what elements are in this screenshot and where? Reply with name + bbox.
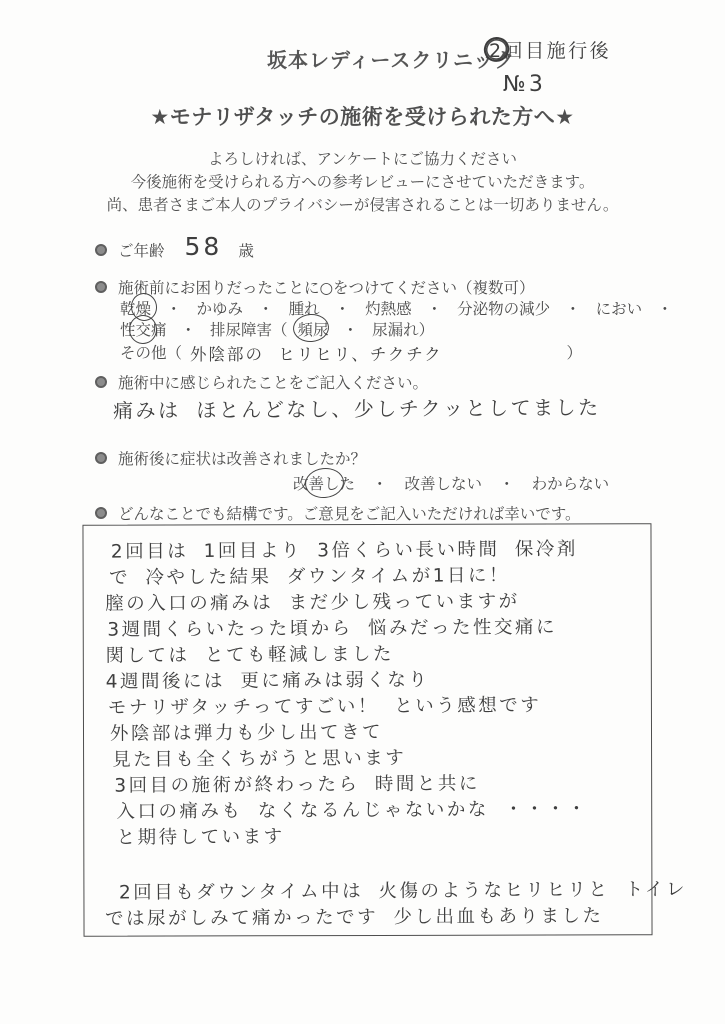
symptom-option-burning: 灼熱感 bbox=[365, 300, 412, 318]
handwritten-note-line1 bbox=[487, 36, 611, 63]
symptom-options-row1 bbox=[120, 297, 673, 319]
option-separator: ・ bbox=[657, 300, 673, 318]
handwritten-session-note bbox=[487, 36, 611, 97]
option-separator: ・ bbox=[372, 475, 388, 493]
option-separator: ・ bbox=[426, 300, 443, 318]
comment-line: 3回目の施術が終わったら 時間と共に bbox=[114, 773, 480, 797]
bullet-icon bbox=[95, 281, 107, 293]
comment-line: 膣の入口の痛みは まだ少し残っていますが bbox=[105, 591, 520, 615]
option-separator: ・ bbox=[565, 300, 581, 318]
symptom-option-intercourse-pain-label: 性交痛 bbox=[120, 321, 167, 339]
symptom-other-handwritten-answer: 外陰部の ヒリヒリ、チクチク bbox=[190, 345, 443, 364]
comments-question-label: どんなことでも結構です。ご意見をご記入いただければ幸いです。 bbox=[118, 505, 581, 523]
option-separator: ・ bbox=[166, 300, 182, 318]
intro-paragraph bbox=[0, 148, 725, 217]
age-answer: 58 bbox=[184, 232, 223, 261]
option-separator: ・ bbox=[334, 300, 351, 318]
intro-line-1: よろしければ、アンケートにご協力ください bbox=[207, 150, 518, 168]
during-treatment-question bbox=[95, 371, 428, 393]
comment-line: 2回目は 1回目より 3倍くらい長い時間 保冷剤 bbox=[110, 538, 578, 563]
intro-line-2: 今後施術を受けられる方への参考レビューにさせていただきます。 bbox=[130, 173, 595, 191]
comment-box bbox=[82, 523, 688, 936]
improvement-option-improved bbox=[293, 472, 355, 494]
option-separator: ・ bbox=[180, 321, 197, 339]
bullet-icon bbox=[95, 244, 107, 256]
improvement-option-not-improved: 改善しない bbox=[404, 475, 483, 493]
improvement-option-improved-label: 改善した bbox=[293, 475, 356, 493]
comment-line: 外陰部は弾力も少し出てきて bbox=[109, 721, 384, 745]
symptom-options-row3 bbox=[120, 340, 582, 364]
option-separator: ・ bbox=[342, 321, 359, 339]
comment-line: 入口の痛みも なくなるんじゃないかな ・・・・ bbox=[116, 798, 589, 823]
improvement-question bbox=[95, 447, 366, 469]
bullet-icon bbox=[95, 376, 107, 388]
age-unit: 歳 bbox=[238, 241, 254, 260]
age-label: ご年齢 bbox=[118, 241, 165, 260]
comment-line: 2回目もダウンタイム中は 火傷のようなヒリヒリと トイレ bbox=[118, 879, 688, 904]
improvement-question-label: 施術後に症状は改善されましたか？ bbox=[118, 450, 367, 468]
improvement-option-unknown: わからない bbox=[531, 475, 610, 493]
symptom-option-odor: におい bbox=[595, 300, 643, 318]
symptom-option-other: その他（ bbox=[120, 344, 183, 362]
comment-line: 関しては とても軽減しました bbox=[105, 643, 394, 667]
close-paren: ） bbox=[418, 321, 435, 339]
symptom-option-itch: かゆみ bbox=[196, 300, 244, 318]
symptoms-question bbox=[95, 276, 535, 298]
improvement-options-row bbox=[293, 472, 609, 494]
symptom-option-urinary-disorder: 排尿障害（ bbox=[210, 321, 288, 339]
comment-line: 見た目も全くちがうと思います bbox=[112, 747, 407, 771]
comments-question bbox=[95, 502, 581, 524]
symptom-options-row2 bbox=[120, 318, 434, 340]
page-title: ★モナリザタッチの施術を受けられた方へ★ bbox=[150, 105, 575, 129]
symptom-option-decreased-secretion: 分泌物の減少 bbox=[457, 300, 551, 318]
comment-handwritten-text bbox=[103, 536, 688, 932]
option-separator: ・ bbox=[499, 475, 515, 493]
comment-line: で 冷やした結果 ダウンタイムが1日に！ bbox=[108, 565, 511, 589]
bullet-icon bbox=[95, 507, 107, 519]
symptom-option-dryness-label: 乾燥 bbox=[120, 300, 152, 318]
handwritten-note-line2: №3 bbox=[503, 72, 546, 97]
comment-line: モナリザタッチってすごい！ という感想です bbox=[107, 694, 542, 719]
option-separator: ・ bbox=[258, 300, 274, 318]
symptom-option-swelling: 腫れ bbox=[288, 300, 320, 318]
symptom-option-intercourse-pain bbox=[120, 318, 167, 340]
close-paren: ） bbox=[566, 344, 582, 362]
symptoms-question-label: 施術前にお困りだったことに○をつけてください（複数可） bbox=[118, 279, 535, 297]
symptom-option-urine-leak: 尿漏れ bbox=[372, 321, 419, 339]
symptom-option-dryness bbox=[120, 297, 151, 319]
symptom-option-frequent-urination-label: 頻尿 bbox=[297, 321, 329, 339]
bullet-icon bbox=[95, 452, 107, 464]
handwritten-note-line1-text: 2回目施行後 bbox=[489, 40, 612, 62]
age-question bbox=[95, 232, 254, 264]
comment-line: では尿がしみて痛かったです 少し出血もありました bbox=[105, 905, 604, 930]
comment-line: 4週間後には 更に痛みは弱くなり bbox=[105, 669, 430, 693]
comment-line: 3週間くらいたった頃から 悩みだった性交痛に bbox=[107, 616, 558, 641]
comment-line: と期待しています bbox=[116, 826, 285, 849]
symptom-option-frequent-urination bbox=[298, 318, 329, 340]
clinic-name: 坂本レディースクリニック bbox=[267, 48, 516, 72]
intro-line-3: 尚、患者さまご本人のプライバシーが侵害されることは一切ありません。 bbox=[106, 196, 619, 214]
during-treatment-handwritten-answer: 痛みは ほとんどなし、少しチクッとしてました bbox=[112, 395, 601, 423]
during-treatment-label: 施術中に感じられたことをご記入ください。 bbox=[118, 374, 429, 392]
